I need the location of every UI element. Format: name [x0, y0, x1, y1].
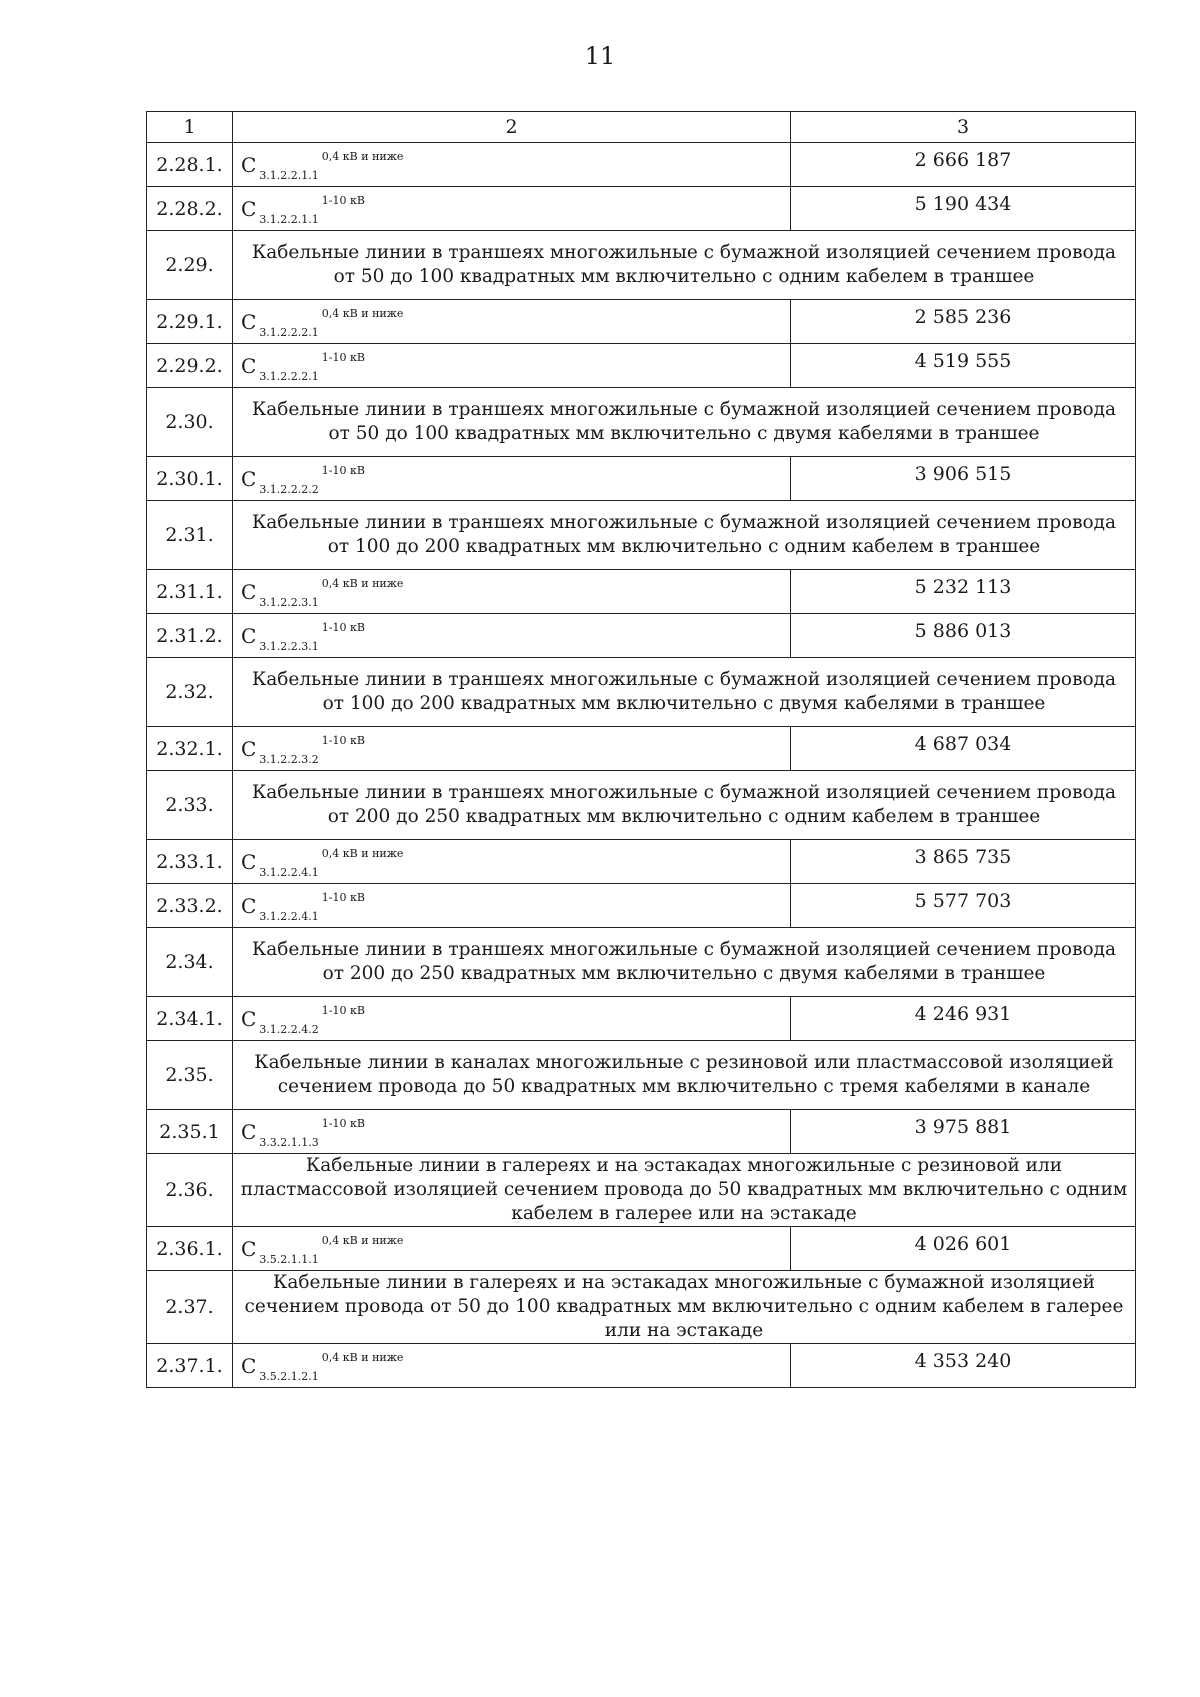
row-number: 2.29.1. — [147, 300, 233, 344]
rate-value-text: 4 246 931 — [914, 1002, 1012, 1025]
rate-value-text: 4 519 555 — [914, 349, 1012, 372]
item-row — [147, 1110, 1136, 1154]
row-number: 2.33.2. — [147, 884, 233, 928]
row-number: 2.33. — [147, 771, 233, 840]
item-row — [147, 457, 1136, 501]
item-row — [147, 840, 1136, 884]
section-description: Кабельные линии в траншеях многожильные с бумажной изоляцией сечением провода от 100 до 200 квадратных мм включительно с двумя кабелями в траншее — [233, 658, 1136, 727]
rate-code-letter: С — [241, 152, 257, 177]
item-row — [147, 1227, 1136, 1271]
rate-value — [791, 143, 1136, 187]
rate-value — [791, 840, 1136, 884]
rate-code-voltage: 1-10 кВ — [321, 1003, 365, 1017]
rate-value-text: 3 865 735 — [914, 845, 1012, 868]
rate-code — [233, 1227, 791, 1271]
rate-code — [233, 727, 791, 771]
rate-code — [233, 143, 791, 187]
rate-code-letter: С — [241, 196, 257, 221]
rate-code-index: 3.1.2.2.1.1 — [259, 212, 319, 226]
rate-code — [233, 457, 791, 501]
rate-code-voltage: 1-10 кВ — [321, 463, 365, 477]
section-row — [147, 771, 1136, 840]
section-description: Кабельные линии в галереях и на эстакадах многожильные с резиновой или пластмассовой изоляцией сечением провода до 50 квадратных мм включительно с одним кабелем в галерее или на эстакаде — [233, 1154, 1136, 1227]
tariff-table-body — [147, 112, 1136, 1388]
rate-value — [791, 570, 1136, 614]
rate-code — [233, 614, 791, 658]
tariff-table — [146, 111, 1136, 1388]
item-row — [147, 570, 1136, 614]
section-row — [147, 658, 1136, 727]
rate-code-letter: С — [241, 623, 257, 648]
rate-code-letter: С — [241, 1006, 257, 1031]
rate-value-text: 2 585 236 — [914, 305, 1012, 328]
rate-code-letter: С — [241, 893, 257, 918]
rate-code-index: 3.1.2.2.2.1 — [259, 369, 319, 383]
rate-code-voltage: 1-10 кВ — [321, 193, 365, 207]
rate-value — [791, 727, 1136, 771]
section-row — [147, 231, 1136, 300]
row-number: 2.35. — [147, 1041, 233, 1110]
row-number: 2.32.1. — [147, 727, 233, 771]
row-number: 2.31. — [147, 501, 233, 570]
rate-value-text: 2 666 187 — [914, 148, 1012, 171]
rate-code — [233, 884, 791, 928]
rate-code-letter: С — [241, 353, 257, 378]
rate-value-text: 4 353 240 — [914, 1349, 1012, 1372]
row-number: 2.30.1. — [147, 457, 233, 501]
rate-code-letter: С — [241, 579, 257, 604]
item-row — [147, 614, 1136, 658]
rate-code-letter: С — [241, 1353, 257, 1378]
header-col-3: 3 — [791, 112, 1136, 143]
rate-value-text: 5 190 434 — [914, 192, 1012, 215]
item-row — [147, 727, 1136, 771]
rate-code-index: 3.1.2.2.2.1 — [259, 325, 319, 339]
section-description: Кабельные линии в каналах многожильные с резиновой или пластмассовой изоляцией сечением провода до 50 квадратных мм включительно с тремя кабелями в канале — [233, 1041, 1136, 1110]
rate-code-index: 3.1.2.2.3.1 — [259, 639, 319, 653]
rate-code-voltage: 1-10 кВ — [321, 890, 365, 904]
section-row — [147, 388, 1136, 457]
rate-value — [791, 300, 1136, 344]
row-number: 2.36.1. — [147, 1227, 233, 1271]
rate-code-index: 3.1.2.2.4.1 — [259, 909, 319, 923]
section-row — [147, 928, 1136, 997]
rate-value — [791, 1344, 1136, 1388]
rate-code-voltage: 1-10 кВ — [321, 350, 365, 364]
header-col-1: 1 — [147, 112, 233, 143]
row-number: 2.29. — [147, 231, 233, 300]
rate-code-voltage: 1-10 кВ — [321, 733, 365, 747]
item-row — [147, 344, 1136, 388]
rate-value-text: 4 026 601 — [914, 1232, 1012, 1255]
rate-value — [791, 997, 1136, 1041]
rate-value — [791, 884, 1136, 928]
rate-code-index: 3.1.2.2.3.2 — [259, 752, 319, 766]
rate-value-text: 4 687 034 — [914, 732, 1012, 755]
rate-code-index: 3.1.2.2.1.1 — [259, 168, 319, 182]
section-row — [147, 1041, 1136, 1110]
rate-code-index: 3.5.2.1.2.1 — [259, 1369, 319, 1383]
item-row — [147, 1344, 1136, 1388]
section-description: Кабельные линии в траншеях многожильные с бумажной изоляцией сечением провода от 200 до 250 квадратных мм включительно с одним кабелем в траншее — [233, 771, 1136, 840]
rate-code-letter: С — [241, 466, 257, 491]
rate-code-letter: С — [241, 309, 257, 334]
section-row — [147, 1271, 1136, 1344]
header-row — [147, 112, 1136, 143]
rate-value — [791, 1110, 1136, 1154]
rate-code-letter: С — [241, 1119, 257, 1144]
rate-code — [233, 840, 791, 884]
rate-code — [233, 300, 791, 344]
rate-code — [233, 997, 791, 1041]
row-number: 2.31.1. — [147, 570, 233, 614]
item-row — [147, 143, 1136, 187]
rate-code-index: 3.1.2.2.3.1 — [259, 595, 319, 609]
rate-code-index: 3.3.2.1.1.3 — [259, 1135, 319, 1149]
rate-value-text: 5 577 703 — [914, 889, 1012, 912]
rate-value — [791, 344, 1136, 388]
page-number: 11 — [584, 42, 616, 70]
row-number: 2.33.1. — [147, 840, 233, 884]
rate-value-text: 3 906 515 — [914, 462, 1012, 485]
section-row — [147, 501, 1136, 570]
row-number: 2.35.1 — [147, 1110, 233, 1154]
rate-code-letter: С — [241, 849, 257, 874]
section-description: Кабельные линии в траншеях многожильные с бумажной изоляцией сечением провода от 200 до 250 квадратных мм включительно с двумя кабелями в траншее — [233, 928, 1136, 997]
rate-code — [233, 187, 791, 231]
rate-code-letter: С — [241, 1236, 257, 1261]
rate-value — [791, 1227, 1136, 1271]
rate-code-voltage: 0,4 кВ и ниже — [321, 149, 404, 163]
rate-code-letter: С — [241, 736, 257, 761]
row-number: 2.30. — [147, 388, 233, 457]
rate-code-index: 3.1.2.2.4.1 — [259, 865, 319, 879]
header-col-2: 2 — [233, 112, 791, 143]
row-number: 2.29.2. — [147, 344, 233, 388]
row-number: 2.31.2. — [147, 614, 233, 658]
section-description: Кабельные линии в траншеях многожильные с бумажной изоляцией сечением провода от 100 до 200 квадратных мм включительно с одним кабелем в траншее — [233, 501, 1136, 570]
section-description: Кабельные линии в галереях и на эстакадах многожильные с бумажной изоляцией сечением провода от 50 до 100 квадратных мм включительно с одним кабелем в галерее или на эстакаде — [233, 1271, 1136, 1344]
rate-code-voltage: 0,4 кВ и ниже — [321, 1233, 404, 1247]
rate-code — [233, 1344, 791, 1388]
item-row — [147, 997, 1136, 1041]
item-row — [147, 187, 1136, 231]
section-description: Кабельные линии в траншеях многожильные с бумажной изоляцией сечением провода от 50 до 100 квадратных мм включительно с одним кабелем в траншее — [233, 231, 1136, 300]
row-number: 2.28.2. — [147, 187, 233, 231]
rate-value — [791, 457, 1136, 501]
rate-code — [233, 344, 791, 388]
rate-code — [233, 1110, 791, 1154]
rate-code-index: 3.1.2.2.4.2 — [259, 1022, 319, 1036]
rate-code-index: 3.5.2.1.1.1 — [259, 1252, 319, 1266]
row-number: 2.34.1. — [147, 997, 233, 1041]
rate-value-text: 3 975 881 — [914, 1115, 1012, 1138]
rate-code-voltage: 0,4 кВ и ниже — [321, 846, 404, 860]
rate-code-voltage: 1-10 кВ — [321, 1116, 365, 1130]
rate-code — [233, 570, 791, 614]
item-row — [147, 884, 1136, 928]
row-number: 2.37. — [147, 1271, 233, 1344]
rate-code-voltage: 0,4 кВ и ниже — [321, 576, 404, 590]
row-number: 2.32. — [147, 658, 233, 727]
rate-value — [791, 614, 1136, 658]
rate-code-voltage: 1-10 кВ — [321, 620, 365, 634]
rate-code-voltage: 0,4 кВ и ниже — [321, 306, 404, 320]
row-number: 2.36. — [147, 1154, 233, 1227]
row-number: 2.37.1. — [147, 1344, 233, 1388]
rate-code-index: 3.1.2.2.2.2 — [259, 482, 319, 496]
section-row — [147, 1154, 1136, 1227]
row-number: 2.34. — [147, 928, 233, 997]
rate-value — [791, 187, 1136, 231]
section-description: Кабельные линии в траншеях многожильные с бумажной изоляцией сечением провода от 50 до 100 квадратных мм включительно с двумя кабелями в траншее — [233, 388, 1136, 457]
rate-code-voltage: 0,4 кВ и ниже — [321, 1350, 404, 1364]
rate-value-text: 5 232 113 — [914, 575, 1012, 598]
item-row — [147, 300, 1136, 344]
rate-value-text: 5 886 013 — [914, 619, 1012, 642]
row-number: 2.28.1. — [147, 143, 233, 187]
